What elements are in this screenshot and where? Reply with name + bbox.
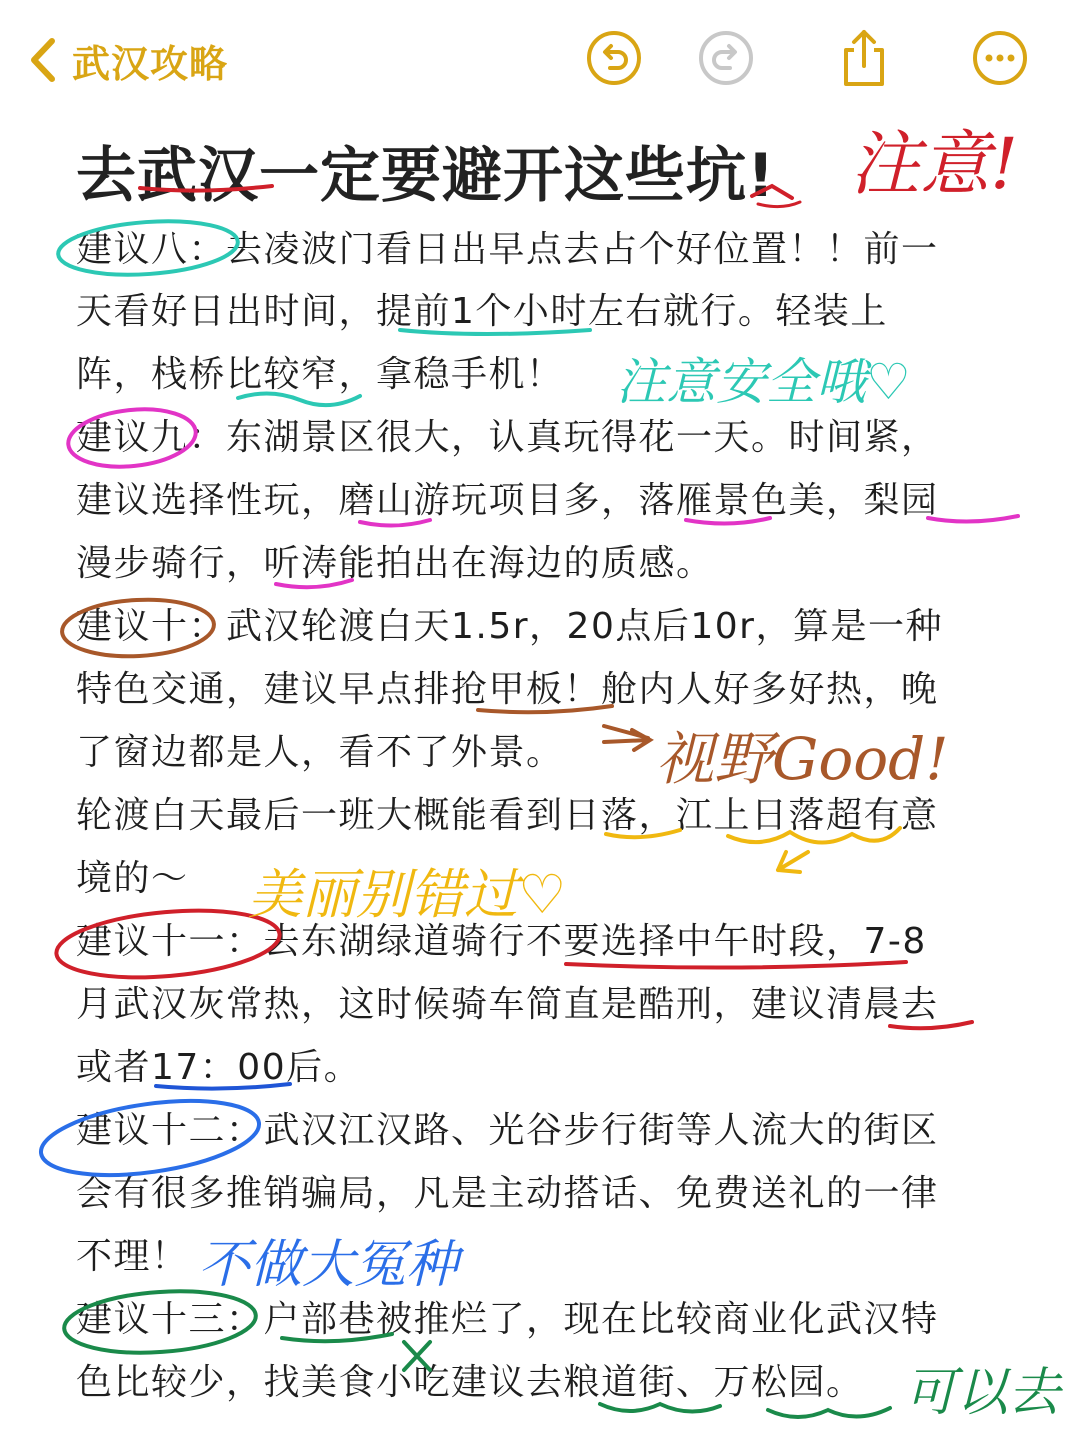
handwritten-safety-note: 注意安全哦♡ (616, 353, 911, 411)
note-line: 境的～ (76, 858, 189, 899)
note-line: 会有很多推销骗局，凡是主动搭话、免费送礼的一律 (76, 1173, 939, 1214)
note-line: 漫步骑行，听涛能拍出在海边的质感。 (76, 543, 714, 584)
handwritten-warning-note: 不做大冤种 (198, 1235, 459, 1295)
note-line: 建议十一：去东湖绿道骑行不要选择中午时段，7-8 (76, 921, 927, 962)
note-line: 建议九：东湖景区很大，认真玩得花一天。时间紧， (76, 417, 939, 458)
note-line: 建议八：去凌波门看日出早点去占个好位置！！前一 (76, 229, 939, 270)
handwritten-view-note: 视野Good! (656, 725, 949, 793)
note-line: 特色交通，建议早点排抢甲板！舱内人好多好热，晚 (76, 669, 939, 710)
note-title: 去武汉一定要避开这些坑! (76, 141, 776, 211)
back-label: 武汉攻略 (72, 41, 229, 86)
note-line: 天看好日出时间，提前1个小时左右就行。轻装上 (76, 291, 888, 332)
note-line: 或者17：00后。 (76, 1047, 362, 1088)
note-line: 色比较少，找美食小吃建议去粮道街、万松园。 (76, 1362, 864, 1403)
handwritten-recommend-note: 可以去 (904, 1363, 1061, 1423)
note-line: 月武汉灰常热，这时候骑车简直是酷刑，建议清晨去 (76, 984, 939, 1025)
note-line: 了窗边都是人，看不了外景。 (76, 732, 564, 773)
note-line: 建议选择性玩，磨山游玩项目多，落雁景色美，梨园 (76, 480, 939, 521)
handwritten-title-note: 注意! (850, 123, 1019, 205)
note-line: 不理！ (76, 1236, 189, 1277)
note-line: 轮渡白天最后一班大概能看到日落，江上日落超有意 (76, 795, 939, 836)
note-line: 建议十三：户部巷被推烂了，现在比较商业化武汉特 (76, 1299, 939, 1340)
handwritten-sunset-note: 美丽别错过♡ (248, 863, 567, 926)
note-line: 阵，栈桥比较窄，拿稳手机！ (76, 354, 564, 395)
note-line: 建议十二：武汉江汉路、光谷步行街等人流大的街区 (76, 1110, 939, 1151)
note-line: 建议十：武汉轮渡白天1.5r，20点后10r，算是一种 (76, 606, 943, 647)
